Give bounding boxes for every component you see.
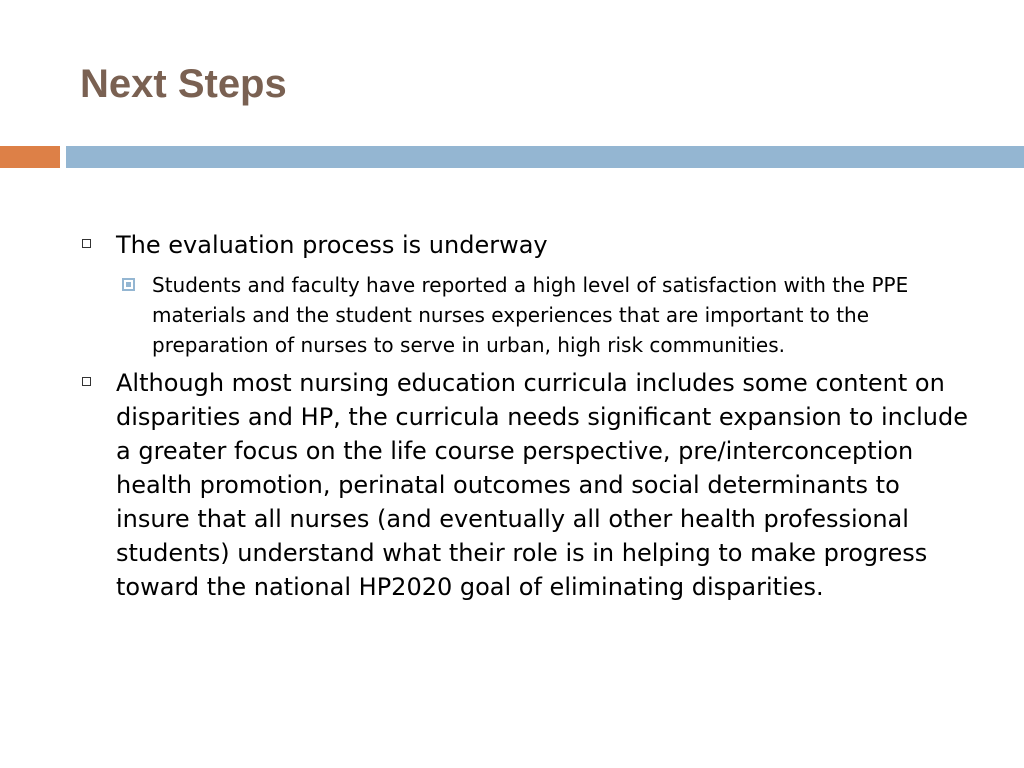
bullet-text: The evaluation process is underway	[116, 231, 548, 259]
bullet-item	[80, 366, 980, 604]
sub-bullet-text: Students and faculty have reported a high level of satisfaction with the PPE materials and the student nurses experiences that are important to the preparation of nurses to serve in urban, high risk communities.	[152, 273, 909, 357]
bullet-text: Although most nursing education curricula includes some content on disparities and HP, the curricula needs significant expansion to include a greater focus on the life course perspective, pre/interconception health promotion, perinatal outcomes and social determinants to insure that all nurses (and eventually all other health professional students) understand what their role is in helping to make progress toward the national HP2020 goal of eliminating disparities.	[116, 369, 968, 601]
sub-bullet-item	[152, 270, 980, 360]
slide-title: Next Steps	[80, 62, 287, 106]
framed-square-bullet-icon	[122, 278, 135, 291]
title-rule-accent	[0, 146, 60, 168]
bullet-item	[80, 228, 980, 262]
hollow-square-bullet-icon	[82, 239, 91, 248]
title-rule-bar	[66, 146, 1024, 168]
slide-content	[80, 228, 980, 612]
hollow-square-bullet-icon	[82, 377, 91, 386]
